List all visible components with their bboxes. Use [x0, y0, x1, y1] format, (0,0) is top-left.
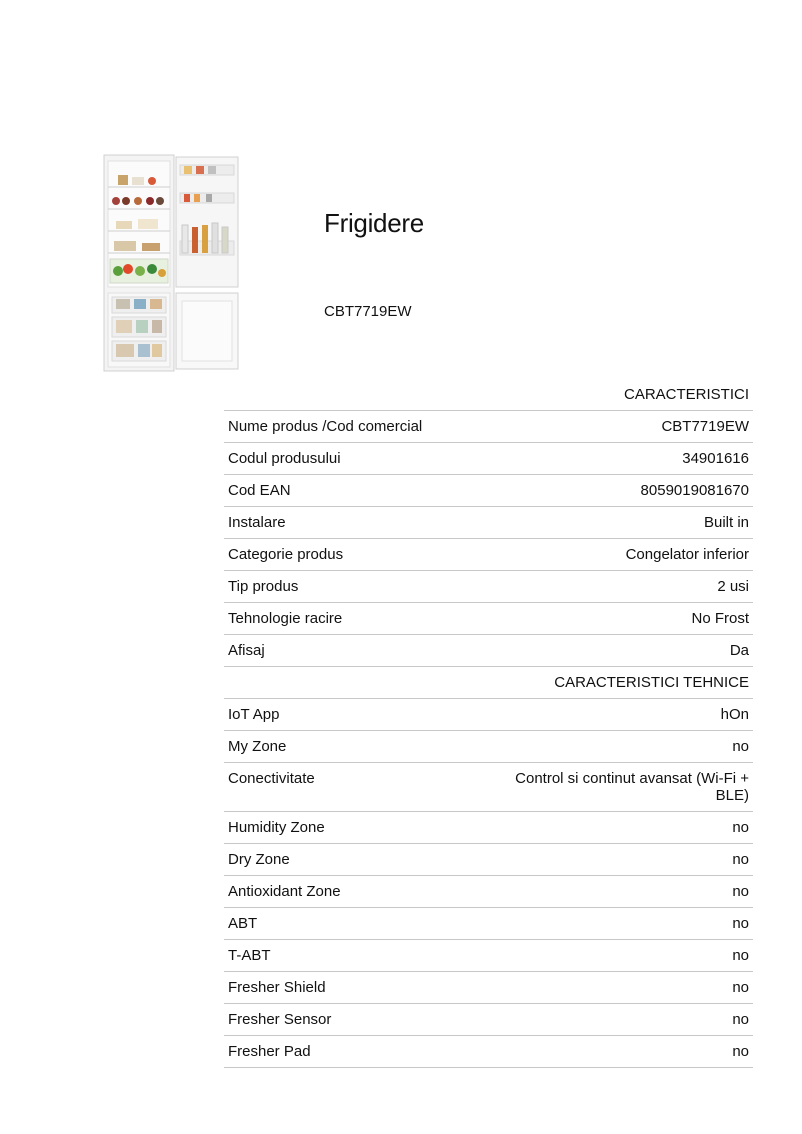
table-row: [224, 844, 753, 876]
spec-label: Nume produs /Cod comercial: [224, 411, 484, 443]
spec-label: Antioxidant Zone: [224, 876, 484, 908]
table-row: [224, 635, 753, 667]
spec-value: no: [484, 908, 753, 940]
section-header-technical: [224, 667, 753, 699]
spec-value: no: [484, 876, 753, 908]
spec-value: CBT7719EW: [484, 411, 753, 443]
table-row: [224, 1036, 753, 1068]
table-row: [224, 603, 753, 635]
spec-value: no: [484, 731, 753, 763]
spec-value: no: [484, 812, 753, 844]
section-heading: CARACTERISTICI TEHNICE: [224, 667, 753, 699]
spec-label: Codul produsului: [224, 443, 484, 475]
spec-value: no: [484, 940, 753, 972]
spec-label: Tehnologie racire: [224, 603, 484, 635]
spec-value: Congelator inferior: [484, 539, 753, 571]
table-row: [224, 940, 753, 972]
spec-label: ABT: [224, 908, 484, 940]
spec-label: Cod EAN: [224, 475, 484, 507]
spec-value: no: [484, 1004, 753, 1036]
page-title: Frigidere: [324, 208, 424, 238]
spec-label: Conectivitate: [224, 763, 484, 812]
table-row: [224, 876, 753, 908]
spec-value: No Frost: [484, 603, 753, 635]
spec-value: Control si continut avansat (Wi-Fi + BLE): [484, 763, 753, 812]
spec-value: Built in: [484, 507, 753, 539]
table-row: [224, 475, 753, 507]
spec-value: hOn: [484, 699, 753, 731]
table-row: [224, 763, 753, 812]
table-row: [224, 731, 753, 763]
product-image: [102, 153, 242, 375]
section-heading: CARACTERISTICI: [224, 379, 753, 411]
table-row: [224, 699, 753, 731]
spec-value: 8059019081670: [484, 475, 753, 507]
spec-label: Instalare: [224, 507, 484, 539]
spec-value: Da: [484, 635, 753, 667]
spec-label: My Zone: [224, 731, 484, 763]
spec-label: Categorie produs: [224, 539, 484, 571]
table-row: [224, 908, 753, 940]
spec-table: [224, 379, 753, 1068]
spec-value: no: [484, 1036, 753, 1068]
spec-value: 34901616: [484, 443, 753, 475]
spec-label: Afisaj: [224, 635, 484, 667]
spec-value: 2 usi: [484, 571, 753, 603]
table-row: [224, 411, 753, 443]
spec-label: Fresher Shield: [224, 972, 484, 1004]
section-header-characteristics: [224, 379, 753, 411]
spec-label: Humidity Zone: [224, 812, 484, 844]
table-row: [224, 507, 753, 539]
spec-label: Tip produs: [224, 571, 484, 603]
spec-value: no: [484, 972, 753, 1004]
table-row: [224, 1004, 753, 1036]
table-row: [224, 443, 753, 475]
product-model: CBT7719EW: [324, 303, 412, 320]
spec-label: IoT App: [224, 699, 484, 731]
spec-label: Dry Zone: [224, 844, 484, 876]
table-row: [224, 539, 753, 571]
spec-label: T-ABT: [224, 940, 484, 972]
table-row: [224, 571, 753, 603]
table-row: [224, 812, 753, 844]
spec-label: Fresher Pad: [224, 1036, 484, 1068]
spec-value: no: [484, 844, 753, 876]
spec-label: Fresher Sensor: [224, 1004, 484, 1036]
table-row: [224, 972, 753, 1004]
